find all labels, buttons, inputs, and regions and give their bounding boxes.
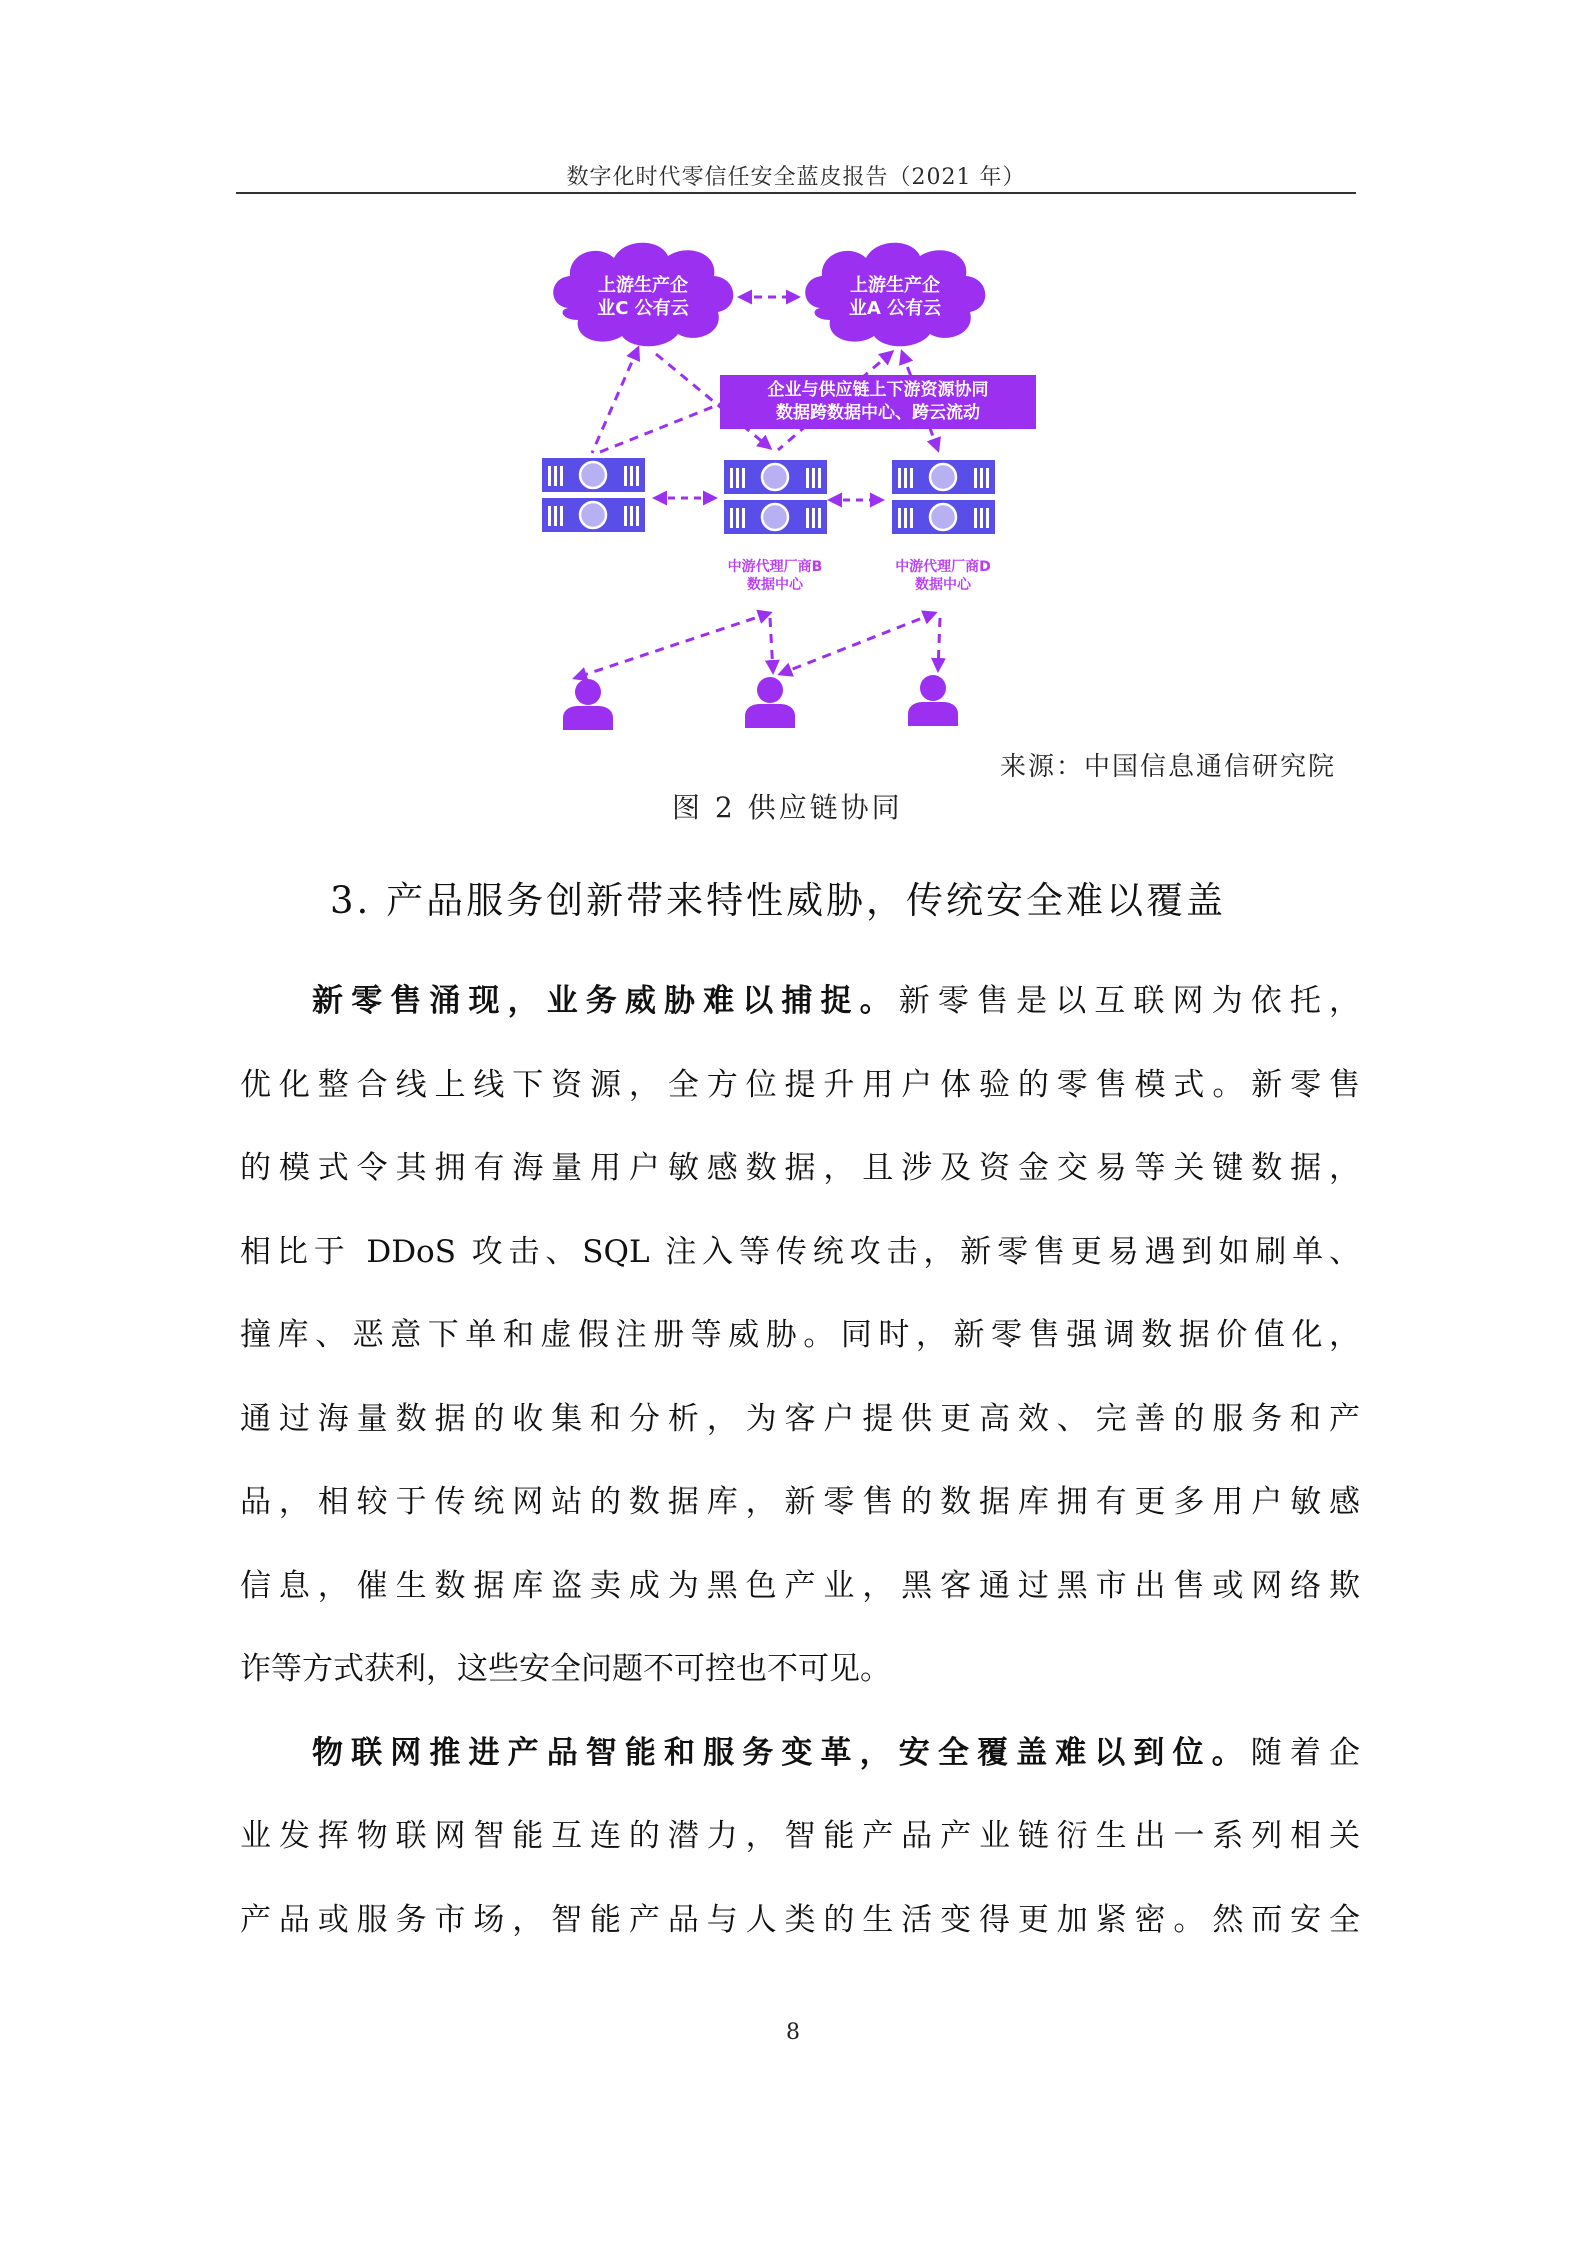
paragraph-line: 业发挥物联网智能互连的潜力，智能产品产业链衍生出一系列相关 xyxy=(240,1818,1360,1854)
section-heading: 3. 产品服务创新带来特性威胁，传统安全难以覆盖 xyxy=(330,879,1227,922)
running-header: 数字化时代零信任安全蓝皮报告（2021 年） xyxy=(566,165,1026,190)
paragraph-line: 通过海量数据的收集和分析，为客户提供更高效、完善的服务和产 xyxy=(240,1400,1360,1437)
supply-chain-diagram xyxy=(530,240,1050,730)
datacenter-label-b: 中游代理厂商B 数据中心 xyxy=(727,559,823,593)
paragraph-line: 物联网推进产品智能和服务变革，安全覆盖难以到位。随着企 xyxy=(312,1734,1361,1771)
user-icon xyxy=(563,679,613,730)
paragraph-line: 的模式令其拥有海量用户敏感数据，且涉及资金交易等关键数据， xyxy=(240,1150,1360,1186)
cloud-label-a: 上游生产企 业A 公有云 xyxy=(848,275,942,319)
header-divider xyxy=(236,192,1356,194)
user-icon xyxy=(908,675,958,726)
paragraph-line: 品，相较于传统网站的数据库，新零售的数据库拥有更多用户敏感 xyxy=(240,1484,1360,1520)
paragraph-lead: 物联网推进产品智能和服务变革，安全覆盖难以到位。 xyxy=(312,1734,1251,1771)
user-icon xyxy=(745,677,795,728)
figure-source: 来源：中国信息通信研究院 xyxy=(1000,752,1337,782)
paragraph-line: 诈等方式获利，这些安全问题不可控也不可见。 xyxy=(240,1651,891,1687)
cloud-label-c: 上游生产企 业C 公有云 xyxy=(597,275,689,319)
paragraph-line: 撞库、恶意下单和虚假注册等威胁。同时，新零售强调数据价值化， xyxy=(240,1317,1360,1353)
server-rack-icon xyxy=(892,460,995,534)
figure-caption: 图 2 供应链协同 xyxy=(672,791,903,824)
server-rack-icon xyxy=(542,458,645,532)
paragraph-line: 优化整合线上线下资源，全方位提升用户体验的零售模式。新零售 xyxy=(240,1066,1360,1103)
paragraph-line: 相比于 DDoS 攻击、SQL 注入等传统攻击，新零售更易遇到如刷单、 xyxy=(240,1233,1360,1270)
datacenter-label-d: 中游代理厂商D 数据中心 xyxy=(895,559,991,593)
paragraph-line: 新零售涌现，业务威胁难以捕捉。新零售是以互联网为依托， xyxy=(312,983,1361,1019)
body-text xyxy=(240,960,1360,1962)
server-rack-icon xyxy=(724,460,827,534)
page-number: 8 xyxy=(786,2020,800,2045)
banner-label: 企业与供应链上下游资源协同 数据跨数据中心、跨云流动 xyxy=(767,380,989,423)
paragraph-line: 产品或服务市场，智能产品与人类的生活变得更加紧密。然而安全 xyxy=(240,1901,1360,1938)
paragraph-line: 信息，催生数据库盗卖成为黑色产业，黑客通过黑市出售或网络欺 xyxy=(240,1567,1360,1604)
paragraph-lead: 新零售涌现，业务威胁难以捕捉。 xyxy=(312,983,899,1019)
